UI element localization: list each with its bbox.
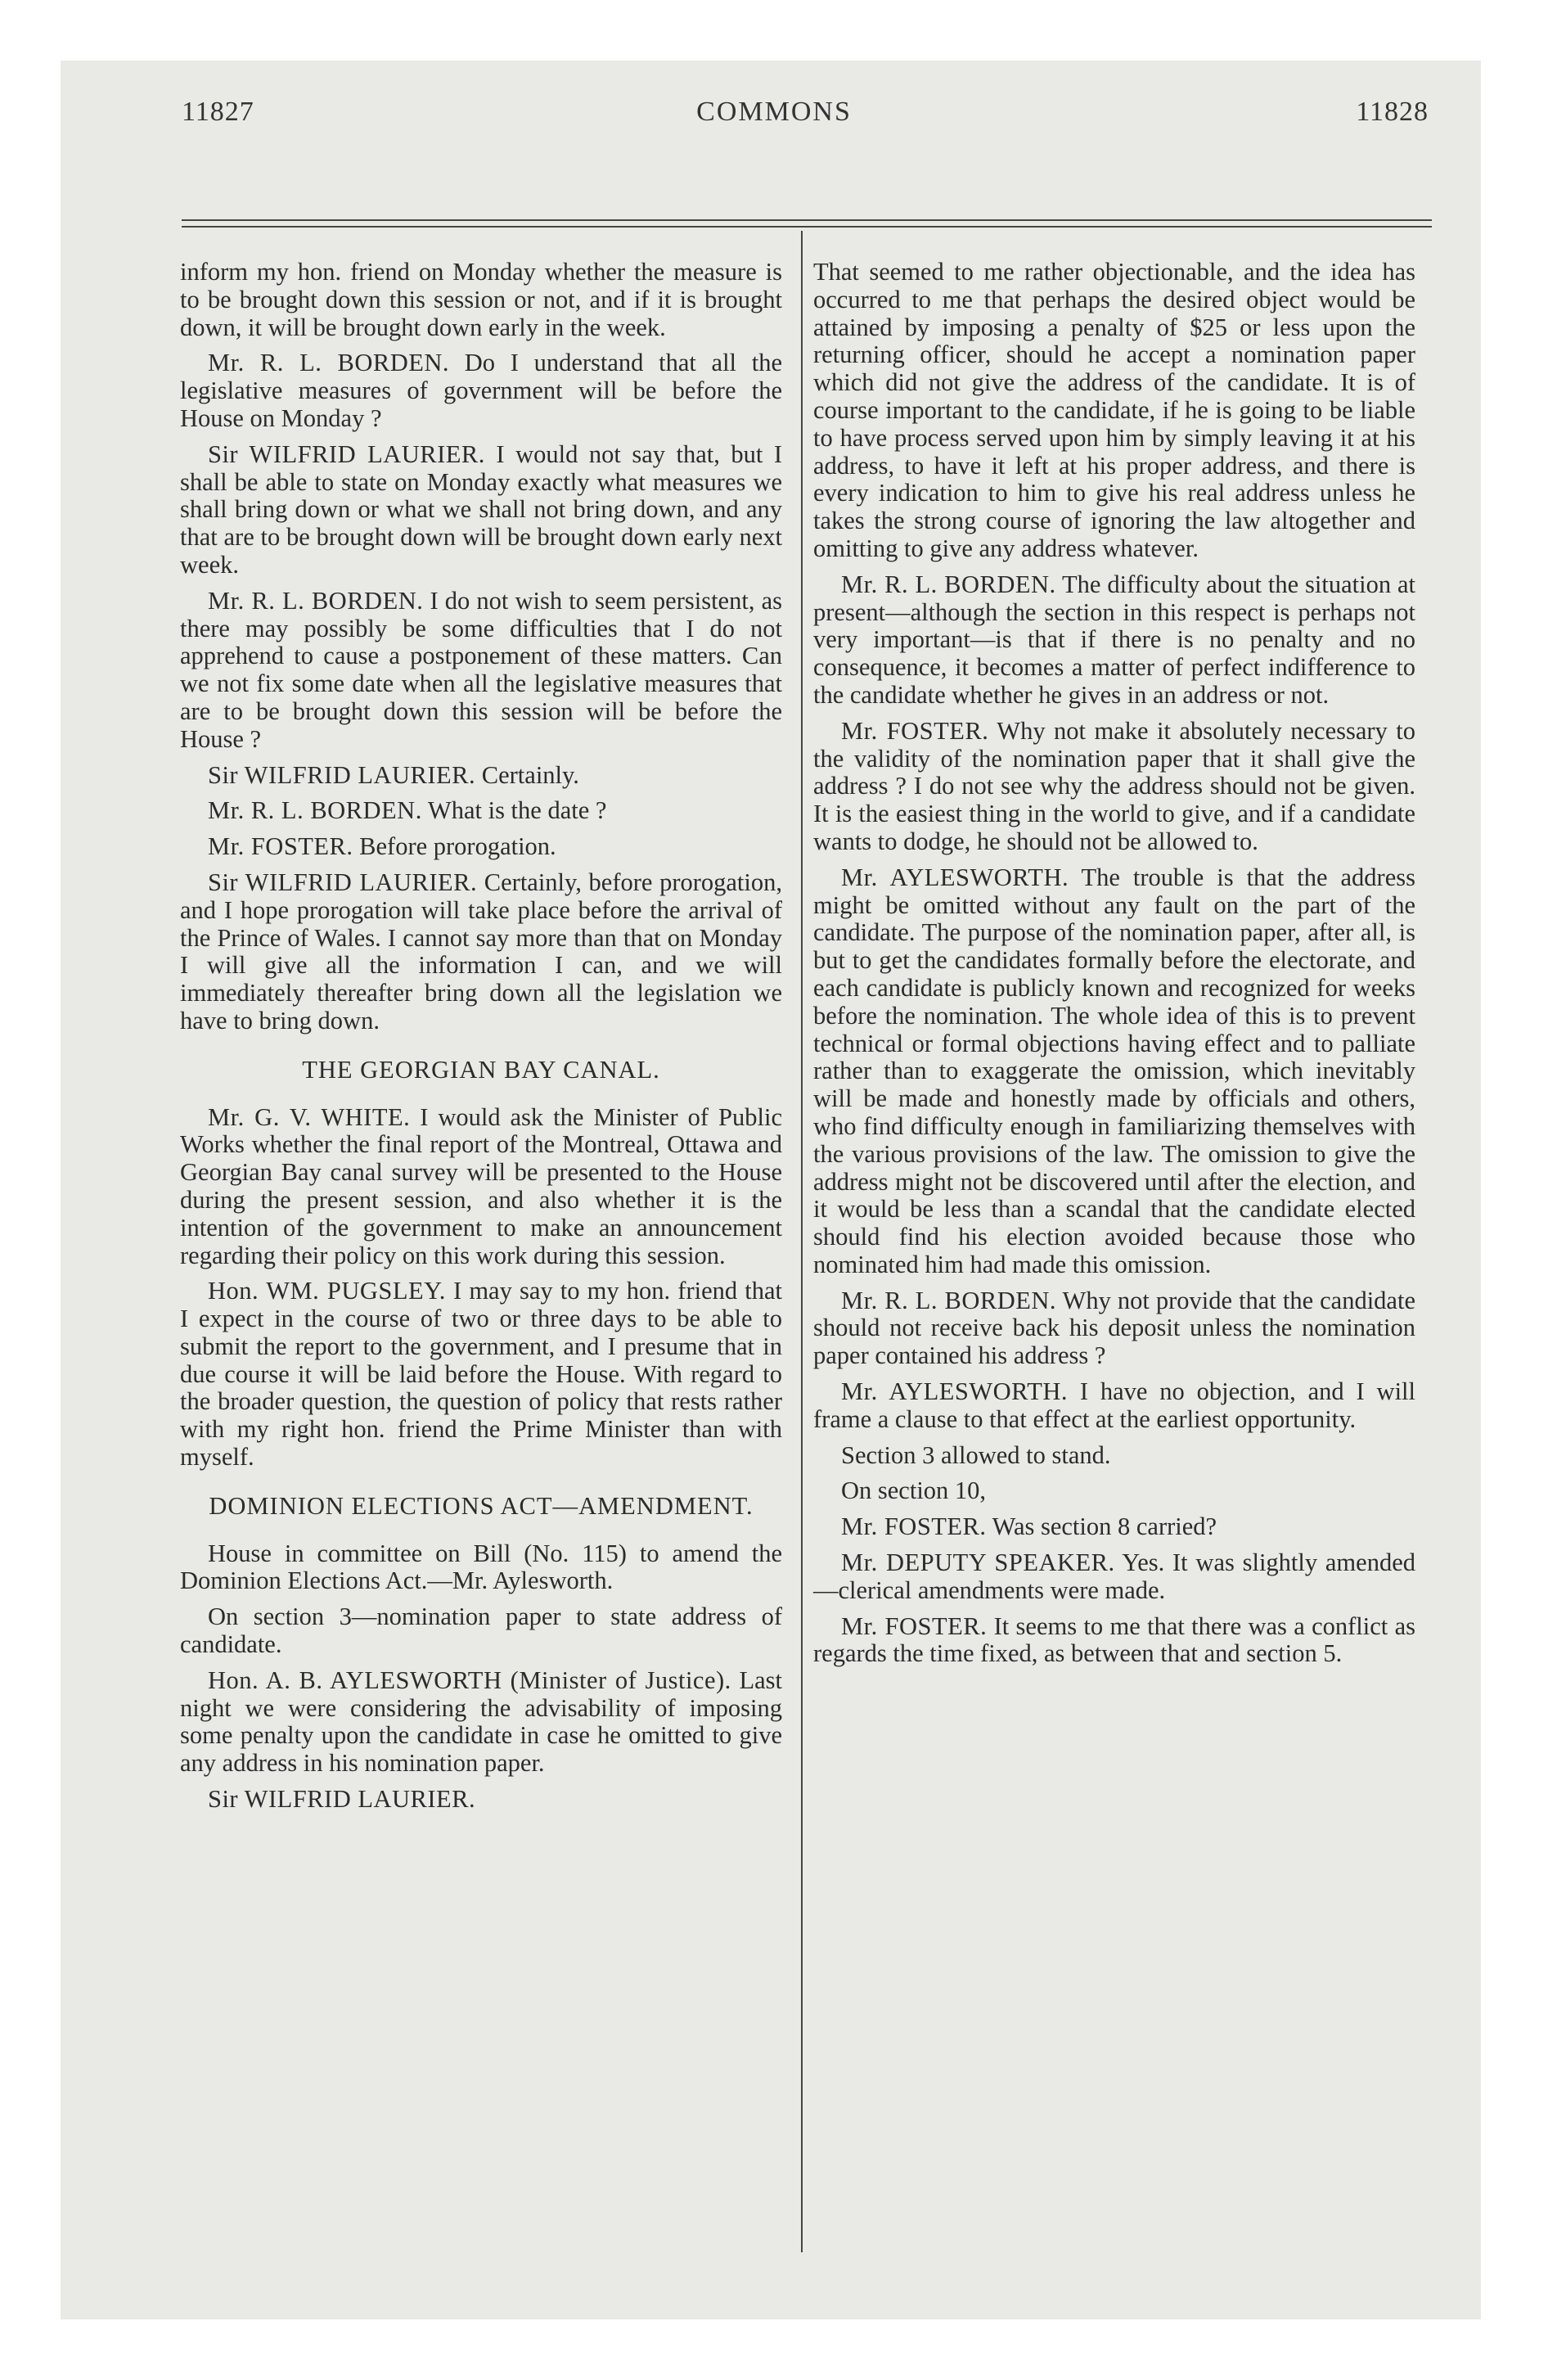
paragraph [813, 571, 1415, 710]
paragraph [813, 1378, 1415, 1434]
section-heading: DOMINION ELECTIONS ACT—AMENDMENT. [209, 1491, 754, 1520]
speaker-name: Mr. DEPUTY SPEAKER. [841, 1548, 1115, 1577]
paragraph [813, 1549, 1415, 1605]
speaker-name: Hon. WM. PUGSLEY. [208, 1277, 446, 1305]
paragraph [180, 797, 782, 825]
speech-text: Yes. It was slightly amended—clerical amendments were made. [813, 1548, 1415, 1604]
paragraph [180, 1786, 782, 1814]
header-rule-top [182, 219, 1432, 221]
speech-text: Certainly, before prorogation, and I hope prorogation will take place before the arrival of the Prince of Wales. I cannot say more than that on Monday I will give all the information I can, and we will immediately thereafter bring down all the legislation we have to bring down. [180, 868, 783, 1034]
header-rule-bottom [182, 226, 1432, 228]
speech-text: I may say to my hon. friend that I expect in the course of two or three days to be able to submit the report to the government, and I presume that in due course it will be laid before the House. With regard to the broader question, the question of policy that rests rather with my right hon. friend the Prime Minister than with myself. [180, 1277, 782, 1472]
speech-text: I do not wish to seem persistent, as there may possibly be some difficulties that I do not apprehend to cause a postponement of these matters. Can we not fix some date when all the legislative measures that are to be brought down this session will be before the House ? [180, 586, 782, 753]
column-divider [801, 231, 803, 2252]
speech-text: What is the date ? [421, 796, 607, 825]
paragraph [180, 588, 782, 754]
speech-text: I would ask the Minister of Public Works whether the final report of the Montreal, Ottawa and Georgian Bay canal survey will be presented to the House during the present session, and also whether it is the intention of the government to make an announcement regarding their policy on this work during this session. [180, 1102, 782, 1269]
speech-text: Was section 8 carried? [986, 1512, 1217, 1541]
paragraph [180, 1667, 782, 1778]
speaker-name: Mr. R. L. BORDEN. [208, 349, 450, 377]
paragraph [813, 1613, 1415, 1669]
paragraph: On section 3—nomination paper to state address of candidate. [180, 1602, 782, 1659]
speech-text: The trouble is that the address might be omitted without any fault on the part of the candidate. The purpose of the nomination paper, after all, is but to get the candidates formally before the electorate, and each candidate is publicly known and recognized for weeks before the nomination. The whole idea of this is to prevent technical or formal objections having effect and to palliate rather than to exaggerate the omission, which inevitably will be made and honestly made by officials and others, who find difficulty enough in familiarizing themselves with the various provisions of the law. The omission to give the address might not be discovered until after the election, and it would be less than a scandal that the candidate elected should find his election avoided because those who nominated him had made this omission. [813, 863, 1415, 1278]
paragraph [813, 864, 1415, 1279]
speaker-name: Mr. R. L. BORDEN. [841, 570, 1056, 598]
speech-text: Before prorogation. [353, 832, 556, 861]
speaker-name: Mr. FOSTER. [841, 1512, 987, 1541]
speech-text: It seems to me that there was a conflict as regards the time fixed, as between that and section 5. [813, 1611, 1416, 1668]
speaker-name: Sir WILFRID LAURIER. [208, 439, 485, 468]
speaker-name: Mr. R. L. BORDEN. [841, 1286, 1057, 1314]
speech-text: Last night we were considering the advisability of imposing some penalty upon the candidate in case he omitted to give any address in his nomination paper. [180, 1666, 782, 1778]
paragraph [180, 833, 782, 861]
speech-text: I have no objection, and I will frame a clause to that effect at the earliest opportunity. [813, 1377, 1415, 1433]
paragraph [180, 1278, 782, 1472]
paragraph [813, 1513, 1415, 1541]
paragraph [180, 869, 782, 1035]
paragraph: On section 10, [841, 1476, 987, 1505]
paragraph [180, 762, 782, 790]
left-page-number: 11827 [182, 97, 254, 127]
paragraph: That seemed to me rather objectionable, and the idea has occurred to me that perhaps the desired object would be attained by imposing a penalty of $25 or less upon the returning officer, should he accept a nomination paper which did not give the address of the candidate. It is of course important to the candidate, if he is going to be liable to have process served upon him by simply leaving it at his address, to have it left at his proper address, and there is every indication to him to give his real address unless he takes the strong course of ignoring the law altogether and omitting to give any address whatever. [813, 258, 1415, 562]
right-column [813, 259, 1415, 1676]
speaker-name: Sir WILFRID LAURIER. [208, 1785, 476, 1814]
paragraph [813, 1287, 1415, 1370]
speaker-name: Mr. R. L. BORDEN. [208, 796, 422, 825]
section-heading: THE GEORGIAN BAY CANAL. [302, 1055, 660, 1084]
speech-text: I would not say that, but I shall be able to state on Monday exactly what measures we shall bring down or what we shall not bring down, and any that are to be brought down will be brought down early next week. [180, 439, 782, 579]
speaker-name: Mr. G. V. WHITE. [208, 1102, 411, 1131]
paragraph [813, 718, 1415, 856]
speech-text: The difficulty about the situation at present—although the section in this respect is perhaps not very important—is that if there is no penalty and no consequence, it becomes a matter of perfect indifference to the candidate whether he gives in an address or not. [813, 570, 1415, 709]
speaker-name: Mr. AYLESWORTH. [841, 863, 1069, 891]
paragraph [180, 441, 782, 579]
speech-text: Why not provide that the candidate should not receive back his deposit unless the nomination paper contained his address ? [813, 1286, 1415, 1370]
speaker-name: Mr. FOSTER. [208, 832, 353, 861]
speaker-name: Sir WILFRID LAURIER. [208, 868, 478, 896]
paragraph [180, 349, 782, 432]
speaker-name: Mr. FOSTER. [841, 1611, 988, 1640]
speaker-name: Mr. R. L. BORDEN. [208, 586, 424, 615]
right-page-number: 11828 [1356, 97, 1429, 127]
paragraph: Section 3 allowed to stand. [841, 1440, 1111, 1469]
paragraph [180, 1104, 782, 1270]
paragraph: House in committee on Bill (No. 115) to amend the Dominion Elections Act.—Mr. Aylesworth. [180, 1539, 782, 1595]
paragraph: inform my hon. friend on Monday whether the measure is to be brought down this session or not, and if it is brought down, it will be brought down early in the week. [180, 258, 782, 341]
speaker-name: Sir WILFRID LAURIER. [208, 760, 476, 789]
speech-text: Do I understand that all the legislative measures of government will be before the House on Monday ? [180, 349, 782, 432]
speech-text: Certainly. [475, 760, 579, 789]
speaker-name: Hon. A. B. AYLESWORTH (Minister of Justice). [208, 1666, 731, 1694]
running-title: COMMONS [696, 97, 852, 127]
speech-text: Why not make it absolutely necessary to the validity of the nomination paper that it shall give the address ? I do not see why the address should not be given. It is the easiest thing in the world to give, and if a candidate wants to dodge, he should not be allowed to. [813, 716, 1415, 855]
left-column [180, 259, 782, 1822]
speaker-name: Mr. FOSTER. [841, 716, 989, 745]
speaker-name: Mr. AYLESWORTH. [841, 1377, 1068, 1406]
